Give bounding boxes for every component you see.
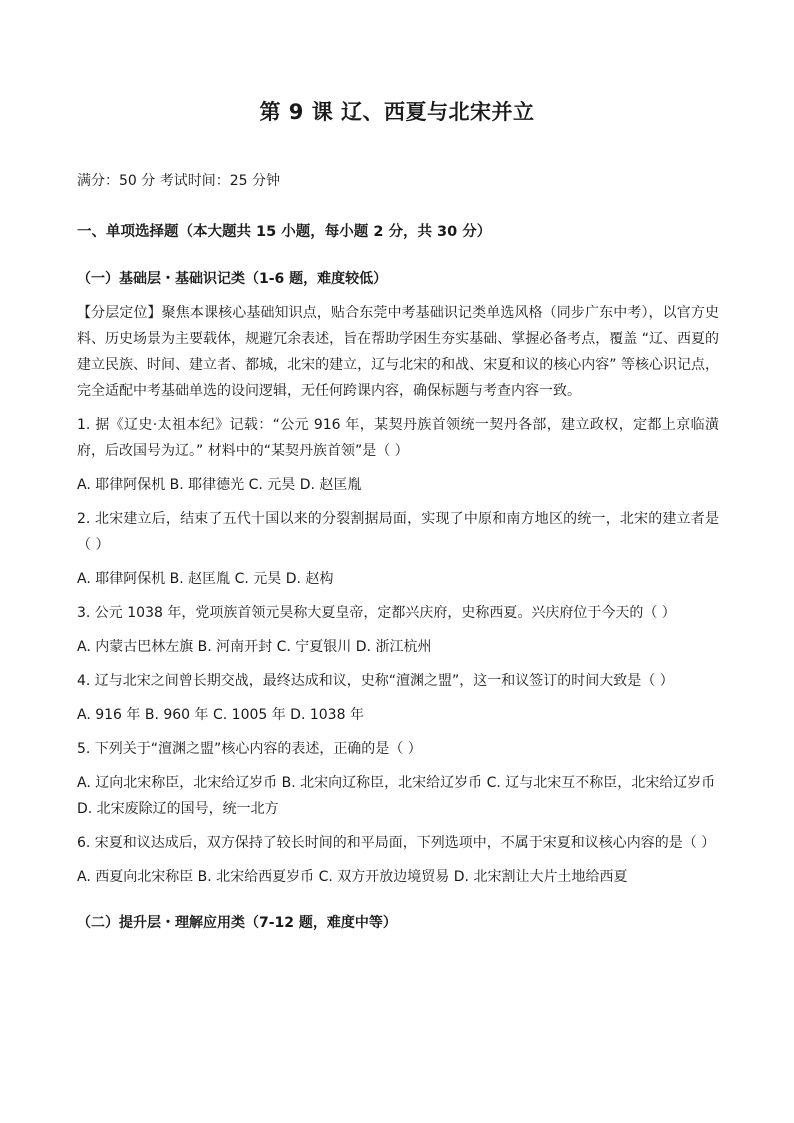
question-options: A. 西夏向北宋称臣 B. 北宋给西夏岁币 C. 双方开放边境贸易 D. 北宋割让大片土地给西夏 (77, 869, 628, 885)
question-options: A. 耶律阿保机 B. 耶律德光 C. 元昊 D. 赵匡胤 (77, 477, 362, 493)
question-stem: 3. 公元 1038 年，党项族首领元昊称大夏皇帝，定都兴庆府，史称西夏。兴庆府位于今天的（ ） (77, 605, 676, 621)
question-stem: 6. 宋夏和议达成后，双方保持了较长时间的和平局面，下列选项中，不属于宋夏和议核心内容的是（ ） (77, 835, 716, 851)
question-stem: 2. 北宋建立后，结束了五代十国以来的分裂割据局面，实现了中原和南方地区的统一，北宋的建立者是（ ） (77, 511, 719, 553)
question-options: A. 内蒙古巴林左旗 B. 河南开封 C. 宁夏银川 D. 浙江杭州 (77, 639, 432, 655)
question-options: A. 耶律阿保机 B. 赵匡胤 C. 元昊 D. 赵构 (77, 571, 334, 587)
part-heading-basic: （一）基础层・基础识记类（1-6 题，难度较低） (77, 271, 388, 287)
question-stem: 5. 下列关于“澶渊之盟”核心内容的表述，正确的是（ ） (77, 741, 422, 757)
section-heading: 一、单项选择题（本大题共 15 小题，每小题 2 分，共 30 分） (77, 224, 492, 240)
part-heading-advanced: （二）提升层・理解应用类（7-12 题，难度中等） (77, 915, 397, 931)
question-stem: 1. 据《辽史·太祖本纪》记载：“公元 916 年，某契丹族首领统一契丹各部，建立政权，定都上京临潢府，后改国号为辽。” 材料中的“某契丹族首领”是（ ） (77, 417, 719, 459)
exam-meta: 满分：50 分 考试时间：25 分钟 (77, 173, 280, 189)
page-title: 第 9 课 辽、西夏与北宋并立 (259, 100, 535, 124)
part-intro: 【分层定位】聚焦本课核心基础知识点，贴合东莞中考基础识记类单选风格（同步广东中考），以官方史料、历史场景为主要载体，规避冗余表述，旨在帮助学困生夯实基础、掌握必备考点，覆盖 “辽、西夏的建立民族、时间、建立者、都城，北宋的建立，辽与北宋的和战、宋夏和议的核心内容” 等核心识记点，完全适配中考基础单选的设问逻辑，无任何跨课内容，确保标题与考查内容一致。 (77, 305, 719, 399)
question-options: A. 916 年 B. 960 年 C. 1005 年 D. 1038 年 (77, 707, 364, 723)
question-stem: 4. 辽与北宋之间曾长期交战，最终达成和议，史称“澶渊之盟”，这一和议签订的时间大致是（ ） (77, 673, 674, 689)
document-body (77, 170, 719, 944)
question-options: A. 辽向北宋称臣，北宋给辽岁币 B. 北宋向辽称臣，北宋给辽岁币 C. 辽与北宋互不称臣，北宋给辽岁币 D. 北宋废除辽的国号，统一北方 (77, 775, 716, 817)
